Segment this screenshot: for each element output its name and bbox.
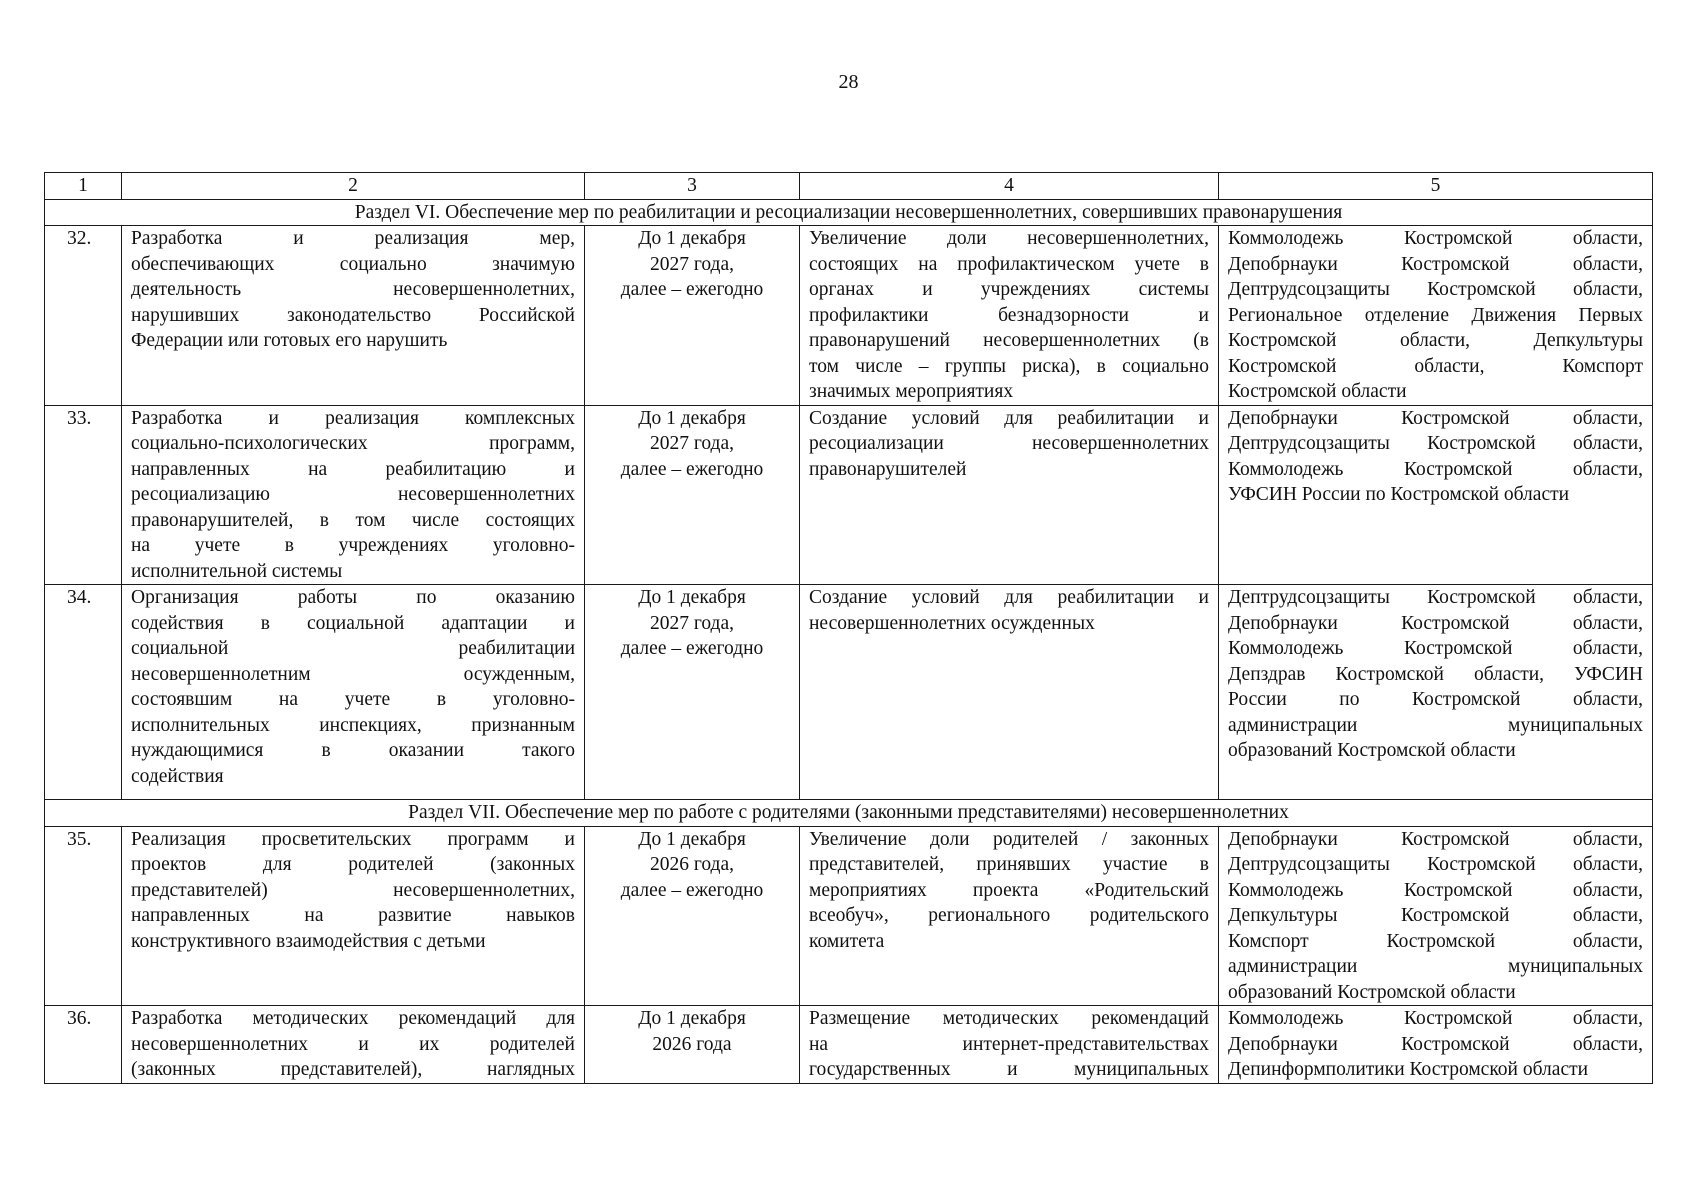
result-cell [800,226,1219,406]
cell-line: До 1 декабря [638,407,746,429]
cell-line: Организация работы по оказанию [131,587,575,608]
cell-line: представителей, принявших участие в [809,854,1209,875]
row-number [45,405,122,585]
cell-line: направленных на реабилитацию и [131,458,575,480]
cell-line: государственных и муниципальных [809,1059,1209,1080]
header-cell: 1 [45,173,122,200]
cell-line: направленных на развитие навыков [131,905,575,926]
header-cell: 4 [800,173,1219,200]
cell-line: УФСИН России по Костромской области [1228,484,1570,505]
cell-line: Костромской области, Депкультуры [1228,330,1643,351]
cell-line: представителей) несовершеннолетних, [131,879,575,901]
cell-line: нарушивших законодательство Российской [131,304,575,326]
cell-line: социальной реабилитации [131,638,575,659]
cell-line: Региональное отделение Движения Первых [1228,304,1643,326]
executors-cell [1219,826,1653,1006]
cell-line: далее – ежегодно [620,879,764,901]
deadline-cell [585,826,800,1006]
result-cell [800,585,1219,800]
cell-line: Депобрнауки Костромской области, [1228,1033,1643,1055]
cell-line: образований Костромской области [1228,981,1516,1003]
cell-line: России по Костромской области, [1228,689,1643,710]
cell-line: администрации муниципальных [1228,714,1643,736]
cell-line: на интернет-представительствах [809,1033,1209,1055]
section-row [45,800,1653,827]
cell-line: конструктивного взаимодействия с детьми [131,930,486,952]
cell-line: далее – ежегодно [620,458,764,480]
header-cell: 2 [122,173,585,200]
cell-line: Дептрудсоцзащиты Костромской области, [1228,854,1643,875]
cell-line: мероприятиях проекта «Родительский [809,879,1209,901]
deadline-cell [585,585,800,800]
cell-line: Костромской области [1228,381,1407,402]
cell-line: Коммолодежь Костромской области, [1228,458,1643,480]
result-cell [800,1006,1219,1084]
cell-line: Депобрнауки Костромской области, [1228,253,1643,275]
row-number-text: 36. [67,1008,92,1029]
table-row [45,585,1653,800]
cell-line: Коммолодежь Костромской области, [1228,879,1643,901]
cell-line: Увеличение доли несовершеннолетних, [809,228,1209,249]
cell-line: Дептрудсоцзащиты Костромской области, [1228,587,1643,608]
cell-line: Депинформполитики Костромской области [1228,1059,1589,1080]
table-row [45,226,1653,406]
cell-line: Коммолодежь Костромской области, [1228,228,1643,249]
result-cell [800,826,1219,1006]
cell-line: Дептрудсоцзащиты Костромской области, [1228,433,1643,454]
measure-cell [122,226,585,406]
section-row [45,199,1653,226]
cell-line: Депздрав Костромской области, УФСИН [1228,663,1643,685]
cell-line: правонарушителей [809,458,967,480]
page-number: 28 [838,71,859,93]
cell-line: органах и учреждениях системы [809,279,1209,300]
cell-line: До 1 декабря [638,1008,746,1029]
cell-line: образований Костромской области [1228,740,1516,761]
row-number-text: 35. [67,828,92,850]
cell-line: Разработка методических рекомендаций для [131,1008,575,1029]
section-title: Раздел VII. Обеспечение мер по работе с родителями (законными представителями) несовершеннолетних [45,800,1653,827]
cell-line: 2026 года, [649,854,735,875]
cell-line: значимых мероприятиях [809,381,1014,402]
cell-line: (законных представителей), наглядных [131,1059,575,1080]
measure-cell [122,405,585,585]
cell-line: социально-психологических программ, [131,433,575,454]
row-number-text: 32. [67,228,92,249]
cell-line: Разработка и реализация комплексных [131,407,575,429]
cell-line: Депкультуры Костромской области, [1228,905,1643,926]
measure-cell [122,1006,585,1084]
cell-line: обеспечивающих социально значимую [131,253,575,275]
executors-cell [1219,405,1653,585]
cell-line: 2026 года [652,1033,732,1055]
cell-line: исполнительных инспекциях, признанным [131,714,575,736]
cell-line: несовершеннолетних осужденных [809,612,1095,634]
cell-line: деятельность несовершеннолетних, [131,279,575,300]
cell-line: профилактики безнадзорности и [809,304,1209,326]
row-number [45,585,122,800]
cell-line: состоящих на профилактическом учете в [809,253,1209,275]
cell-line: правонарушителей, в том числе состоящих [131,509,575,531]
executors-cell [1219,1006,1653,1084]
cell-line: Комспорт Костромской области, [1228,930,1643,952]
cell-line: на учете в учреждениях уголовно- [131,535,575,556]
result-cell [800,405,1219,585]
cell-line: До 1 декабря [638,228,746,249]
cell-line: Костромской области, Комспорт [1228,355,1643,377]
cell-line: Дептрудсоцзащиты Костромской области, [1228,279,1643,300]
table-header-row [45,173,1653,200]
cell-line: администрации муниципальных [1228,956,1643,977]
cell-line: далее – ежегодно [620,279,764,300]
cell-line: Размещение методических рекомендаций [809,1008,1209,1029]
table-row [45,826,1653,1006]
cell-line: Создание условий для реабилитации и [809,407,1209,429]
row-number [45,826,122,1006]
row-number [45,226,122,406]
cell-line: Создание условий для реабилитации и [809,587,1209,608]
row-number-text: 34. [67,587,92,608]
cell-line: несовершеннолетним осужденным, [131,663,575,685]
cell-line: проектов для родителей (законных [131,854,575,875]
executors-cell [1219,585,1653,800]
cell-line: ресоциализацию несовершеннолетних [131,484,575,505]
cell-line: Депобрнауки Костромской области, [1228,828,1643,850]
cell-line: состоявшим на учете в уголовно- [131,689,575,710]
cell-line: Коммолодежь Костромской области, [1228,1008,1643,1029]
cell-line: всеобуч», регионального родительского [809,905,1209,926]
cell-line: том числе – группы риска), в социально [809,355,1209,377]
cell-line: До 1 декабря [638,587,746,608]
executors-cell [1219,226,1653,406]
cell-line: Депобрнауки Костромской области, [1228,407,1643,429]
header-cell: 5 [1219,173,1653,200]
cell-line: далее – ежегодно [620,638,764,659]
measures-table [44,172,1653,1084]
section-title: Раздел VI. Обеспечение мер по реабилитации и ресоциализации несовершеннолетних, совершивших правонарушения [45,199,1653,226]
deadline-cell [585,1006,800,1084]
row-number [45,1006,122,1084]
row-number-text: 33. [67,407,92,429]
cell-line: Разработка и реализация мер, [131,228,575,249]
cell-line: 2027 года, [649,253,735,275]
cell-line: Увеличение доли родителей / законных [809,828,1209,850]
cell-line: Депобрнауки Костромской области, [1228,612,1643,634]
cell-line: правонарушений несовершеннолетних (в [809,330,1209,351]
cell-line: 2027 года, [649,433,735,454]
cell-line: Реализация просветительских программ и [131,828,575,850]
measure-cell [122,585,585,800]
cell-line: несовершеннолетних и их родителей [131,1033,575,1055]
cell-line: Федерации или готовых его нарушить [131,330,448,351]
measure-cell [122,826,585,1006]
cell-line: исполнительной системы [131,560,343,582]
cell-line: ресоциализации несовершеннолетних [809,433,1209,454]
table-row [45,1006,1653,1084]
cell-line: Коммолодежь Костромской области, [1228,638,1643,659]
table-row [45,405,1653,585]
cell-line: комитета [809,930,885,952]
cell-line: содействия [131,765,224,787]
cell-line: нуждающимися в оказании такого [131,740,575,761]
cell-line: содействия в социальной адаптации и [131,612,575,634]
header-cell: 3 [585,173,800,200]
deadline-cell [585,405,800,585]
cell-line: 2027 года, [649,612,735,634]
deadline-cell [585,226,800,406]
cell-line: До 1 декабря [638,828,746,850]
